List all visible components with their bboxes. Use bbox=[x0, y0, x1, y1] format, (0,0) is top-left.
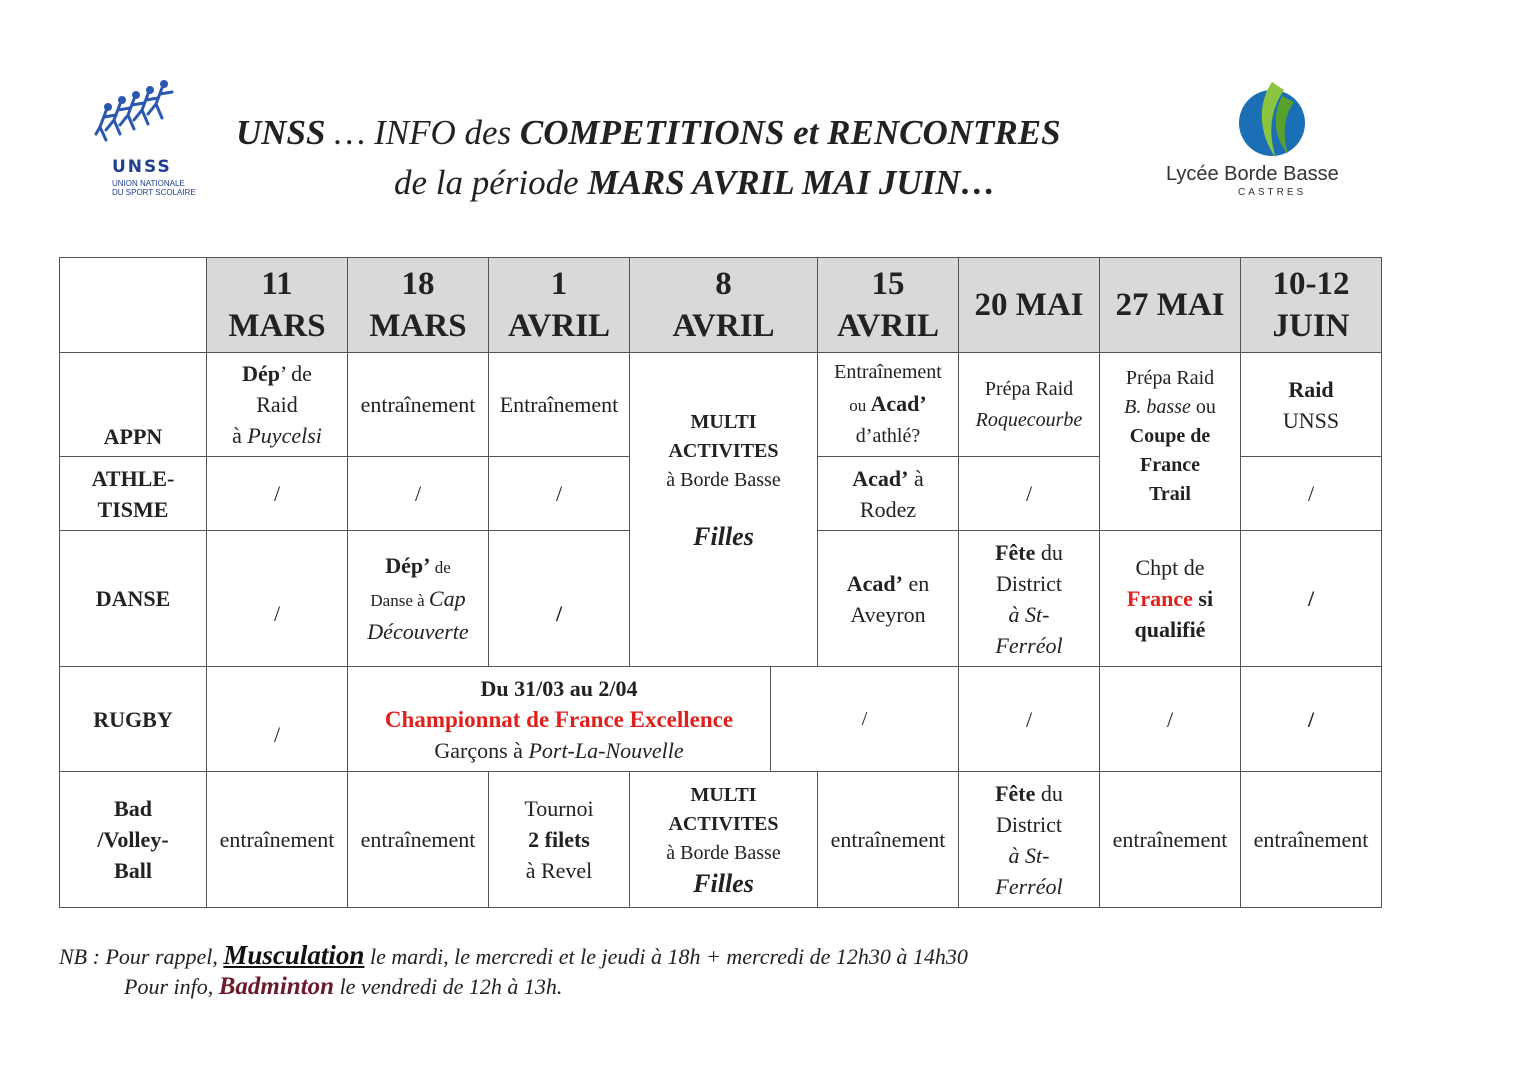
title-competitions: COMPETITIONS et RENCONTRES bbox=[519, 113, 1061, 152]
cell-danse-18-mars: Dép’ de Danse à Cap Découverte bbox=[348, 531, 489, 667]
row-label-athletisme: ATHLE- TISME bbox=[60, 457, 207, 531]
school-name: Lycée Borde Basse bbox=[1166, 163, 1339, 185]
cell-multi-activites-8-avril: MULTI ACTIVITES à Borde Basse Filles bbox=[630, 353, 818, 667]
cell-coupe-de-france-27-mai: Prépa Raid B. basse ou Coupe de France Trail bbox=[1100, 353, 1241, 531]
page-title-line2 bbox=[394, 163, 996, 203]
header-20-mai: 20 MAI bbox=[959, 258, 1100, 353]
note-musculation: NB : Pour rappel, Musculation le mardi, le mercredi et le jeudi à 18h + mercredi de 12h30 à 14h30 bbox=[59, 940, 968, 970]
cell-athle-20-mai: / bbox=[959, 457, 1100, 531]
row-label-appn: APPN bbox=[60, 353, 207, 457]
corner-cell bbox=[60, 258, 207, 353]
unss-sub-line1: UNION NATIONALE bbox=[112, 179, 185, 188]
cell-bad-15-avril: entraînement bbox=[818, 772, 959, 908]
cell-appn-20-mai: Prépa Raid Roquecourbe bbox=[959, 353, 1100, 457]
cell-danse-10-12-juin: / bbox=[1241, 531, 1382, 667]
unss-runners-icon bbox=[92, 74, 192, 154]
cell-athle-1-avril: / bbox=[489, 457, 630, 531]
cell-rugby-10-12-juin: / bbox=[1241, 667, 1382, 772]
cell-bad-27-mai: entraînement bbox=[1100, 772, 1241, 908]
row-label-bad-volley: Bad /Volley- Ball bbox=[60, 772, 207, 908]
row-appn bbox=[60, 353, 1382, 457]
header-8-avril: 8 AVRIL bbox=[630, 258, 818, 353]
cell-athle-15-avril: Acad’ à Rodez bbox=[818, 457, 959, 531]
cell-rugby-8-15-avril: / bbox=[861, 707, 868, 730]
cell-bad-8-avril: MULTI ACTIVITES à Borde Basse Filles bbox=[630, 772, 818, 908]
cell-athle-11-mars: / bbox=[207, 457, 348, 531]
schedule-table bbox=[59, 257, 1382, 908]
title-period: MARS AVRIL MAI JUIN… bbox=[587, 163, 996, 202]
cell-appn-1-avril: Entraînement bbox=[489, 353, 630, 457]
unss-sub-line2: DU SPORT SCOLAIRE bbox=[112, 188, 196, 197]
row-rugby bbox=[60, 667, 1382, 772]
cell-rugby-20-mai: / bbox=[959, 667, 1100, 772]
row-label-rugby: RUGBY bbox=[60, 667, 207, 772]
cell-danse-20-mai: Fête du District à St- Ferréol bbox=[959, 531, 1100, 667]
cell-appn-11-mars: Dép’ de Raid à Puycelsi bbox=[207, 353, 348, 457]
cell-appn-15-avril: Entraînement ou Acad’ d’athlé? bbox=[818, 353, 959, 457]
cell-athle-10-12-juin: / bbox=[1241, 457, 1382, 531]
cell-danse-1-avril: / bbox=[489, 531, 630, 667]
header-row bbox=[60, 258, 1382, 353]
cell-danse-15-avril: Acad’ en Aveyron bbox=[818, 531, 959, 667]
row-label-danse: DANSE bbox=[60, 531, 207, 667]
unss-logo-text: UNSS bbox=[112, 157, 172, 177]
cell-danse-27-mai: Chpt de France si qualifié bbox=[1100, 531, 1241, 667]
cell-bad-1-avril: Tournoi 2 filets à Revel bbox=[489, 772, 630, 908]
cell-appn-10-12-juin: Raid UNSS bbox=[1241, 353, 1382, 457]
title-period-label: de la période bbox=[394, 163, 588, 202]
cell-bad-10-12-juin: entraînement bbox=[1241, 772, 1382, 908]
page-title-line1 bbox=[236, 113, 1061, 153]
header-10-12-juin: 10-12 JUIN bbox=[1241, 258, 1382, 353]
title-info: … INFO des bbox=[325, 113, 520, 152]
row-bad-volley bbox=[60, 772, 1382, 908]
cell-rugby-championnat bbox=[348, 667, 959, 772]
header-18-mars: 18 MARS bbox=[348, 258, 489, 353]
header-1-avril: 1 AVRIL bbox=[489, 258, 630, 353]
cell-rugby-11-mars: / bbox=[207, 667, 348, 772]
school-city: CASTRES bbox=[1238, 187, 1307, 198]
school-emblem-icon bbox=[1160, 76, 1390, 166]
cell-rugby-27-mai: / bbox=[1100, 667, 1241, 772]
cell-appn-18-mars: entraînement bbox=[348, 353, 489, 457]
unss-logo-subtitle bbox=[112, 179, 196, 197]
cell-bad-18-mars: entraînement bbox=[348, 772, 489, 908]
header-27-mai: 27 MAI bbox=[1100, 258, 1241, 353]
cell-bad-20-mai: Fête du District à St- Ferréol bbox=[959, 772, 1100, 908]
cell-athle-18-mars: / bbox=[348, 457, 489, 531]
note-badminton: Pour info, Badminton le vendredi de 12h à 13h. bbox=[124, 973, 563, 1000]
rugby-championnat-block: Du 31/03 au 2/04 Championnat de France Excellence Garçons à Port-La-Nouvelle bbox=[348, 667, 771, 771]
header-15-avril: 15 AVRIL bbox=[818, 258, 959, 353]
cell-danse-11-mars: / bbox=[207, 531, 348, 667]
header-11-mars: 11 MARS bbox=[207, 258, 348, 353]
cell-bad-11-mars: entraînement bbox=[207, 772, 348, 908]
title-unss: UNSS bbox=[236, 113, 326, 152]
